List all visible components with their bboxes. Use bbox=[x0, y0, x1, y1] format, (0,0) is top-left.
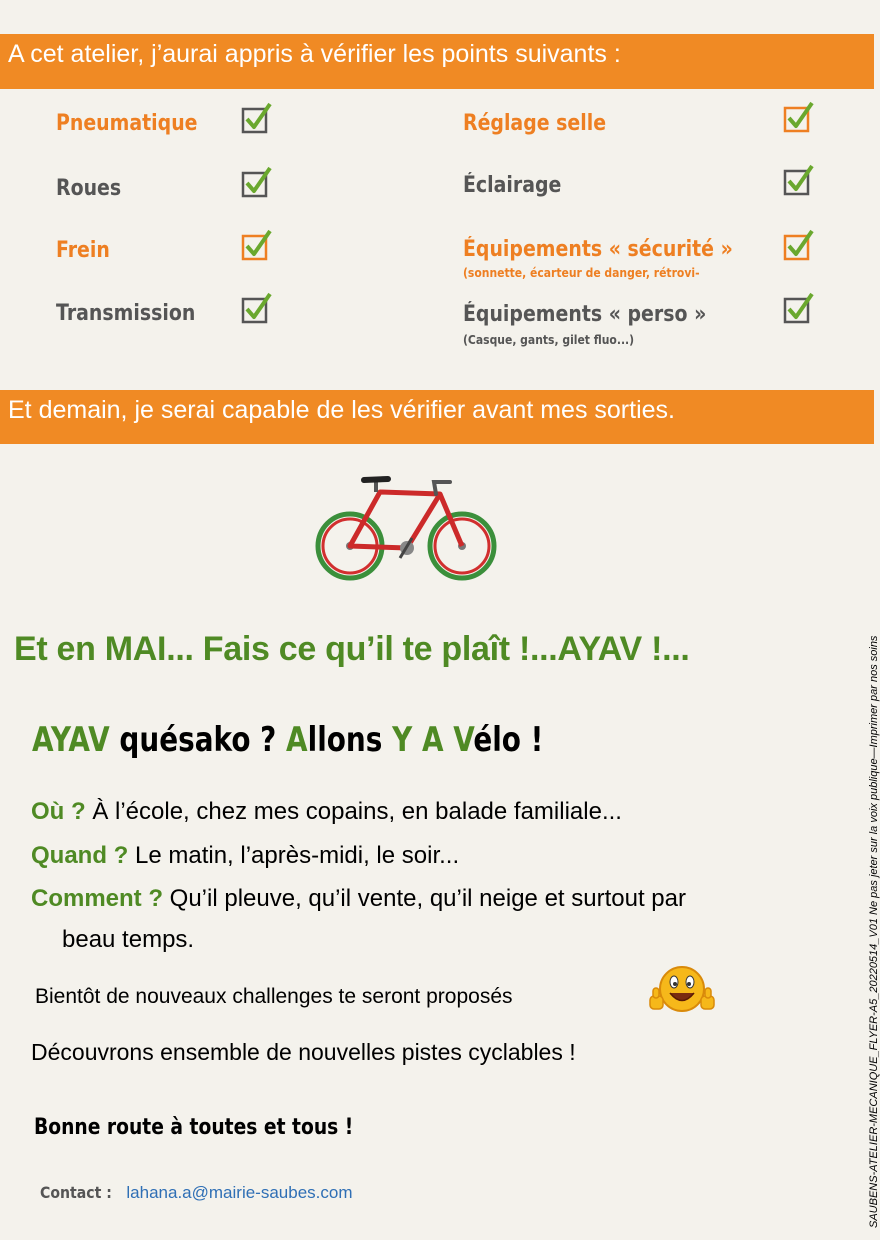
smiley-thumbs-up-icon bbox=[646, 962, 718, 1020]
ayav-text: llons bbox=[307, 720, 393, 760]
ayav-letter: A bbox=[286, 720, 308, 760]
checkbox-checked-icon bbox=[241, 229, 273, 261]
question-text: À l’école, chez mes copains, en balade familiale... bbox=[85, 798, 622, 825]
checklist-item-pneumatique: Pneumatique bbox=[56, 111, 198, 136]
checklist-item-transmission: Transmission bbox=[56, 301, 196, 326]
checkbox-checked-icon bbox=[241, 102, 273, 134]
question-text: Qu’il pleuve, qu’il vente, qu’il neige et surtout par bbox=[163, 885, 686, 912]
top-banner: A cet atelier, j’aurai appris à vérifier les points suivants : bbox=[0, 34, 874, 89]
ayav-letter: V bbox=[453, 720, 474, 760]
checklist-subtext-perso: (Casque, gants, gilet fluo...) bbox=[463, 333, 635, 347]
ayav-text bbox=[444, 720, 454, 760]
question-quand bbox=[31, 842, 459, 870]
checklist-subtext-securite: (sonnette, écarteur de danger, rétrovi- bbox=[463, 266, 700, 280]
ayav-letter: Y bbox=[392, 720, 413, 760]
checklist-item-equipements-securite: Équipements « sécurité » bbox=[463, 237, 733, 262]
ayav-acronym: AYAV bbox=[32, 720, 110, 760]
checklist-item-equipements-perso: Équipements « perso » bbox=[463, 302, 707, 327]
bottom-banner: Et demain, je serai capable de les vérifier avant mes sorties. bbox=[0, 390, 874, 444]
checkbox-checked-icon bbox=[783, 101, 815, 133]
checklist-item-frein: Frein bbox=[56, 238, 110, 263]
contact bbox=[40, 1183, 353, 1203]
checkbox-checked-icon bbox=[783, 229, 815, 261]
contact-label: Contact : bbox=[40, 1183, 112, 1202]
ayav-definition bbox=[32, 720, 543, 760]
headline: Et en MAI... Fais ce qu’il te plaît !...AYAV !... bbox=[14, 630, 690, 668]
checklist-item-eclairage: Éclairage bbox=[463, 173, 562, 198]
checkbox-checked-icon bbox=[783, 164, 815, 196]
checkbox-checked-icon bbox=[241, 292, 273, 324]
checkbox-checked-icon bbox=[241, 166, 273, 198]
ayav-text: quésako ? bbox=[109, 720, 287, 760]
contact-email-link[interactable]: lahana.a@mairie-saubes.com bbox=[126, 1183, 353, 1202]
checklist-item-roues: Roues bbox=[56, 176, 122, 201]
question-ou bbox=[31, 798, 622, 826]
ayav-text bbox=[412, 720, 422, 760]
pistes-text: Découvrons ensemble de nouvelles pistes cyclables ! bbox=[31, 1039, 576, 1065]
question-label: Quand ? bbox=[31, 842, 129, 869]
ayav-letter: A bbox=[421, 720, 444, 760]
bicycle-icon bbox=[312, 468, 502, 586]
question-text: Le matin, l’après-midi, le soir... bbox=[128, 842, 460, 869]
challenge-text: Bientôt de nouveaux challenges te seront proposés bbox=[35, 985, 513, 1008]
checkbox-checked-icon bbox=[783, 292, 815, 324]
question-label: Comment ? bbox=[31, 885, 163, 912]
vertical-footnote: SAUBENS-ATELIER-MECANIQUE_FLYER-A5_20220514_V01 Ne pas jeter sur la voix publique—Imprimer par nos soins bbox=[868, 635, 880, 1228]
ayav-text: élo ! bbox=[473, 720, 544, 760]
question-label: Où ? bbox=[31, 798, 86, 825]
question-comment-continued: beau temps. bbox=[62, 926, 195, 953]
signoff: Bonne route à toutes et tous ! bbox=[34, 1115, 354, 1140]
question-comment bbox=[31, 885, 686, 913]
checklist-item-reglage-selle: Réglage selle bbox=[463, 111, 607, 136]
